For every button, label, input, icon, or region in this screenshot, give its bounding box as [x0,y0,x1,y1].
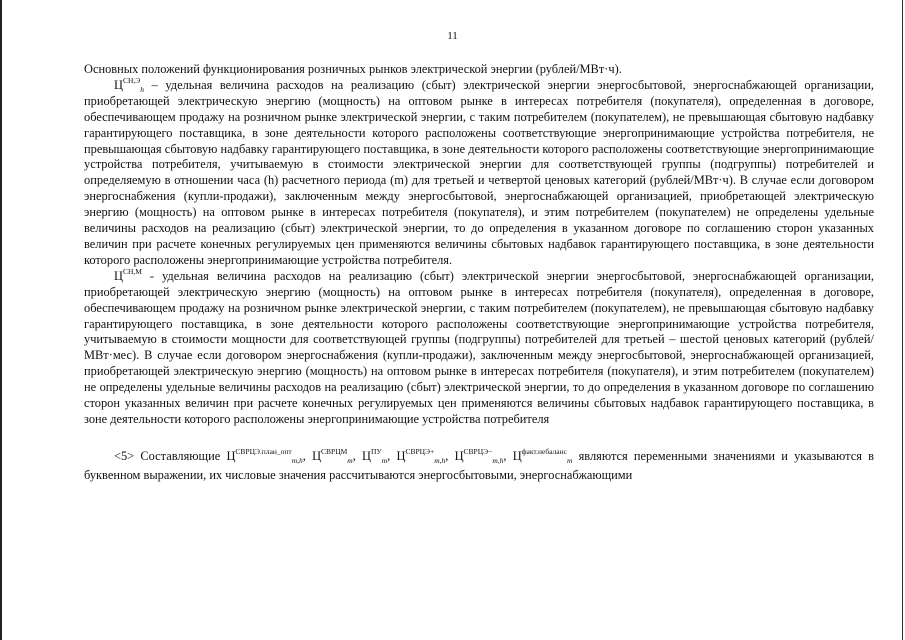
component-symbol: $Ц^{факт.небаланс}_m$ [512,446,573,465]
formula-symbol: $Ц^{СН,М}$ [114,266,142,283]
definition-capacity-sales-markup [84,266,874,428]
component-symbol: $Ц^{ПУ}_m$ [362,446,388,465]
definition-energy-sales-markup [84,75,874,269]
scan-right-edge [902,0,903,640]
component-symbol: $Ц^{СВРЦЭ+}_{m,h}$ [396,446,446,465]
footnote-5: <5> Составляющие $Ц^{СВРЦЭ.план\_опт}_{m,h}$, $Ц^{СВРЦМ}_m$, $Ц^{ПУ}_m$, $Ц^{СВРЦЭ+}_{m,h}$, $Ц^{СВРЦЭ-}_{m,h}$, $Ц^{факт.небаланс}_m$ являются переменными значениями и указываются в буквенном выражении, их числовые значения рассчитываются энергосбытовыми, энергоснабжающими [84,446,874,482]
component-symbol: $Ц^{СВРЦЭ.план\_опт}_{m,h}$ [226,446,303,465]
document-body [84,62,874,485]
definition-text: – удельная величина расходов на реализацию (сбыт) электрической энергии энергосбытовой, энергоснабжающей организации, приобретающей электрическую энергию (мощность) на оптовом рынке в интересах потребителя (покупателя), определенная в договоре, обеспечивающем продажу на розничном рынке электрической энергии, с таким потребителем (покупателем), не превышающая сбытовую надбавку гарантирующего поставщика, в зоне деятельности которого расположены соответствующие энергопринимающие устройства потребителя, не превышающая сбытовую надбавку гарантирующего поставщика, в зоне деятельности которого расположены соответствующие энергопринимающие устройства потребителя, учитываемую в стоимости электрической энергии для соответствующей группы (подгруппы) потребителей и определяемую в отношении часа (h) расчетного периода (m) для третьей и четвертой ценовых категорий (рублей/МВт·ч). В случае если договором энергоснабжения (купли-продажи), заключенным между энергосбытовой, энергоснабжающей организацией, приобретающей электрическую энергию (мощность) на оптовом рынке в интересах потребителя (покупателя), и этим потребителем (покупателем) не определены удельные величины расходов на реализацию (сбыт) электрической энергии, то до определения в указанном договоре по соглашению сторон указанных величин при расчете конечных регулируемых цен применяются величины сбытовых надбавок гарантирующего поставщика, в зоне деятельности которого расположены энергопринимающие устройства потребителя. [84,77,874,267]
definition-text: - удельная величина расходов на реализацию (сбыт) электрической энергии энергосбытовой, энергоснабжающей организации, приобретающей электрическую энергию (мощность) на оптовом рынке в интересах потребителя (покупателя), определенная в договоре, обеспечивающем продажу на розничном рынке электрической энергии, с таким потребителем (покупателем), не превышающая сбытовую надбавку гарантирующего поставщика, в зоне деятельности которого расположены соответствующие энергопринимающие устройства потребителя, учитываемую в стоимости мощности для соответствующей группы (подгруппы) потребителей для третьей – шестой ценовых категорий (рублей/МВт·мес). В случае если договором энергоснабжения (купли-продажи), заключенным между энергосбытовой, энергоснабжающей организацией, приобретающей электрическую энергию (мощность) на оптовом рынке в интересах потребителя (покупателя), и этим потребителем (покупателем) не определены удельные величины расходов на реализацию (сбыт) электрической энергии, то до определения в указанном договоре по соглашению сторон указанных величин при расчете конечных регулируемых цен применяются величины сбытовых надбавок гарантирующего поставщика, в зоне деятельности которого расположены энергопринимающие устройства потребителя [84,268,874,426]
intro-line: Основных положений функционирования розничных рынков электрической энергии (рублей/МВт·ч). [84,62,622,76]
page-number: 11 [447,30,458,42]
component-symbol: $Ц^{СВРЦЭ-}_{m,h}$ [454,446,504,465]
formula-symbol: $Ц^{СН,Э}_h$ [114,75,144,94]
footnote-text: являются переменными значениями и указываются в буквенном выражении, их числовые значения рассчитываются энергосбытовыми, энергоснабжающими [84,448,874,482]
scan-left-edge [0,0,2,640]
component-symbol: $Ц^{СВРЦМ}_m$ [312,446,353,465]
footnote-prefix: <5> Составляющие [114,448,221,463]
